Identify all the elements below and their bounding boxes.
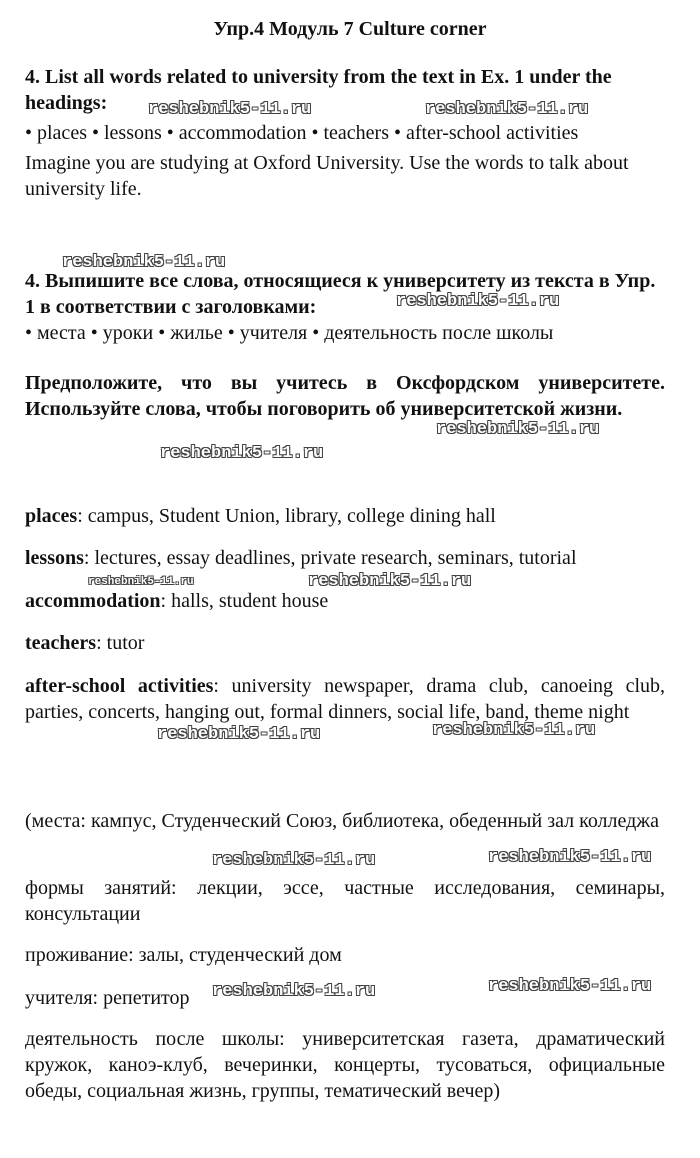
answer-lessons bbox=[25, 545, 665, 571]
task-heading-en: 4. List all words related to university from the text in Ex. 1 under the headings: bbox=[25, 66, 612, 114]
answer-places bbox=[25, 503, 665, 529]
answer-label: teachers bbox=[25, 632, 97, 654]
answer-accommodation bbox=[25, 588, 665, 614]
answer-label: after-school activities bbox=[25, 675, 214, 697]
watermark: reshebnik5-11.ru bbox=[488, 848, 652, 867]
answer-ru-places: (места: кампус, Студенческий Союз, библиотека, обеденный зал колледжа bbox=[25, 810, 660, 832]
answer-text: : campus, Student Union, library, college dining hall bbox=[77, 505, 496, 527]
task-categories-ru: • места • уроки • жилье • учителя • деятельность после школы bbox=[25, 322, 554, 344]
answer-ru-lessons: формы занятий: лекции, эссе, частные исследования, семинары, консультации bbox=[25, 877, 665, 925]
task-heading-ru: 4. Выпишите все слова, относящиеся к университету из текста в Упр. 1 в соответствии с заголовками: bbox=[25, 270, 656, 318]
page-title: Упр.4 Модуль 7 Culture corner bbox=[213, 18, 487, 40]
answer-ru-activities: деятельность после школы: университетская газета, драматический кружок, каноэ-клуб, вечеринки, концерты, тусоваться, официальные обеды, социальная жизнь, группы, тематический вечер) bbox=[25, 1028, 665, 1102]
watermark: reshebnik5-11.ru bbox=[160, 444, 324, 463]
answer-label: lessons bbox=[25, 547, 84, 569]
answer-text: : tutor bbox=[96, 632, 145, 654]
watermark: reshebnik5-11.ru bbox=[62, 253, 226, 272]
watermark: reshebnik5-11.ru bbox=[88, 576, 194, 588]
watermark: reshebnik5-11.ru bbox=[157, 725, 321, 744]
task-instruction-ru: Предположите, что вы учитесь в Оксфордском университете. Используйте слова, чтобы поговорить об университетской жизни. bbox=[25, 372, 665, 420]
answer-ru-accommodation: проживание: залы, студенческий дом bbox=[25, 944, 342, 966]
answer-text: : lectures, essay deadlines, private research, seminars, tutorial bbox=[83, 547, 577, 569]
watermark: reshebnik5-11.ru bbox=[308, 572, 472, 591]
watermark: reshebnik5-11.ru bbox=[425, 100, 589, 119]
answer-ru-teachers: учителя: репетитор bbox=[25, 987, 190, 1009]
watermark: reshebnik5-11.ru bbox=[212, 982, 376, 1001]
answer-label: places bbox=[25, 505, 78, 527]
answer-label: accommodation bbox=[25, 590, 161, 612]
answer-text: : halls, student house bbox=[160, 590, 329, 612]
watermark: reshebnik5-11.ru bbox=[488, 977, 652, 996]
task-categories-en: • places • lessons • accommodation • teachers • after-school activities bbox=[25, 122, 579, 144]
task-instruction-en: Imagine you are studying at Oxford University. Use the words to talk about university life. bbox=[25, 152, 629, 200]
answer-after-school bbox=[25, 673, 665, 725]
answer-text: : university newspaper, drama club, canoeing club, parties, concerts, hanging out, formal dinners, social life, band, theme night bbox=[25, 675, 666, 723]
watermark: reshebnik5-11.ru bbox=[212, 851, 376, 870]
watermark: reshebnik5-11.ru bbox=[148, 100, 312, 119]
watermark: reshebnik5-11.ru bbox=[396, 292, 560, 311]
answer-teachers bbox=[25, 630, 665, 656]
watermark: reshebnik5-11.ru bbox=[432, 721, 596, 740]
watermark: reshebnik5-11.ru bbox=[436, 420, 600, 439]
